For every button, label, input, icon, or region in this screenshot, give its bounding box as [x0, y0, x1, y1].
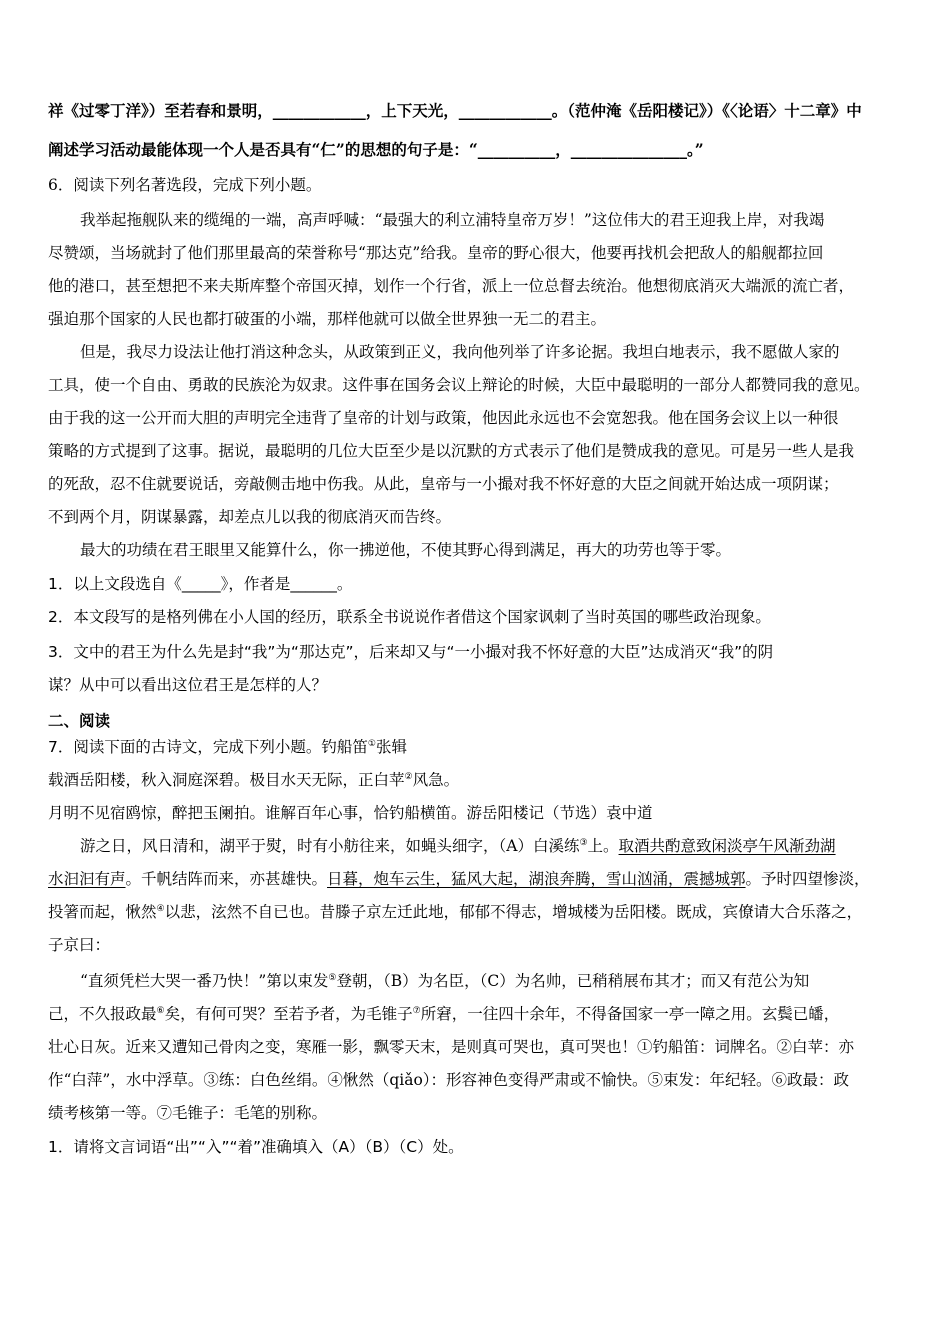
- prose-line: 子京曰：: [48, 936, 111, 954]
- prose-line: [80, 836, 940, 856]
- prose-text: 矣，有何可哭？至若予者，为毛锥子: [164, 1005, 413, 1023]
- poem-line-1: [48, 770, 908, 790]
- footnote-mark: ③: [579, 837, 588, 848]
- passage-line: 但是，我尽力设法让他打消这种念头，从政策到正义，我向他列举了许多论据。我坦白地表示，我不愿做人家的: [80, 343, 840, 361]
- fill-blank-line-2: 阐述学习活动最能体现一个人是否具有“仁”的思想的句子是：“__________，_______________。”: [48, 140, 704, 159]
- underlined-sentence: 日暮，炮车云生，猛风大起，湖浪奔腾，雪山汹涌，震撼城郭: [327, 870, 746, 888]
- footnote-mark: ②: [404, 771, 413, 782]
- poem-text: 载酒岳阳楼，秋入洞庭深碧。极目水天无际，正白苹: [48, 771, 405, 789]
- prose-line: [48, 869, 908, 889]
- poem-line-2: 月明不见宿鸥惊，醉把玉阑拍。谁解百年心事，恰钓船横笛。游岳阳楼记（节选）袁中道: [48, 804, 653, 822]
- passage-line: 策略的方式提到了这事。据说，最聪明的几位大臣至少是以沉默的方式表示了他们是赞成我的意见。可是另一些人是我: [48, 442, 855, 460]
- question-6-sub-1: 1．以上文段选自《_____》，作者是______。: [48, 575, 353, 593]
- passage-line: 由于我的这一公开而大胆的声明完全违背了皇帝的计划与政策，他因此永远也不会宽恕我。他在国务会议上以一种很: [48, 409, 839, 427]
- question-6-title: 6．阅读下列名著选段，完成下列小题。: [48, 176, 322, 194]
- passage-line: 不到两个月，阴谋暴露，却差点儿以我的彻底消灭而告终。: [48, 508, 452, 526]
- question-6-sub-3b: 谋？从中可以看出这位君王是怎样的人？: [48, 676, 328, 694]
- prose-text: 。千帆结阵而来，亦甚雄快。: [125, 870, 328, 888]
- passage-line: 的死敌，忍不住就要说话，旁敲侧击地中伤我。从此，皇帝与一小撮对我不怀好意的大臣之间就开始达成一项阴谋；: [48, 475, 839, 493]
- footnote-mark: ④: [156, 903, 165, 914]
- underlined-sentence: 水汩汩有声: [48, 870, 126, 888]
- underlined-sentence: 取酒共酌意致闲淡亭午风渐劲湖: [618, 837, 836, 855]
- q7-title-author: 张辑: [375, 738, 407, 756]
- prose-text: 登朝，（B）为名臣，（C）为名帅，已稍稍展布其才；而又有范公为知: [336, 972, 810, 990]
- fill-blank-line-1: 祥《过零丁洋》）至若春和景明，____________，上下天光，____________。（范仲淹《岳阳楼记》）《〈论语〉十二章》中: [48, 101, 862, 120]
- prose-line: [48, 902, 908, 922]
- passage-line: 我举起拖舰队来的缆绳的一端，高声呼喊：“最强大的利立浦特皇帝万岁！”这位伟大的君王迎我上岸，对我竭: [80, 211, 825, 229]
- passage-line: 强迫那个国家的人民也都打破蛋的小端，那样他就可以做全世界独一无二的君主。: [48, 310, 607, 328]
- q7-title-text: 7．阅读下面的古诗文，完成下列小题。钓船笛: [48, 738, 368, 756]
- prose-line: 绩考核第一等。⑦毛锥子：毛笔的别称。: [48, 1104, 328, 1122]
- prose-text: 游之日，风日清和，湖平于熨，时有小舫往来，如蝇头细字，（A）白溪练: [80, 837, 580, 855]
- prose-line: 壮心日灰。近来又遭知己骨肉之变，寒雁一影，飘零天末，是则真可哭也，真可哭也！①钓船笛：词牌名。②白苹：亦: [48, 1038, 855, 1056]
- question-7-sub-1: 1．请将文言词语“出”“入”“着”准确填入（A）（B）（C）处。: [48, 1138, 464, 1156]
- passage-line: 工具，使一个自由、勇敢的民族沦为奴隶。这件事在国务会议上辩论的时候，大臣中最聪明的一部分人都赞同我的意见。: [48, 376, 870, 394]
- section-title-reading: 二、阅读: [48, 712, 111, 730]
- passage-line: 他的港口，甚至想把不来夫斯库整个帝国灭掉，划作一个行省，派上一位总督去统治。他想彻底消灭大端派的流亡者，: [48, 277, 855, 295]
- poem-text: 风急。: [412, 771, 460, 789]
- prose-line: [48, 1004, 908, 1024]
- prose-text: 己，不久报政最: [48, 1005, 157, 1023]
- passage-line: 尽赞颂，当场就封了他们那里最高的荣誉称号“那达克”给我。皇帝的野心很大，他要再找机会把敌人的船舰都拉回: [48, 244, 824, 262]
- prose-text: 所窘，一往四十余年，不得备国家一亭一障之用。玄鬓已皤，: [420, 1005, 840, 1023]
- footnote-mark: ①: [367, 738, 376, 749]
- prose-line: 作“白萍”，水中浮草。③练：白色丝绢。④愀然（qiǎo）：形容神色变得严肃或不愉快。⑤束发：年纪轻。⑥政最：政: [48, 1071, 850, 1089]
- prose-line: [80, 971, 940, 991]
- prose-text: 。予时四望惨淡，: [745, 870, 870, 888]
- footnote-mark: ⑤: [328, 972, 337, 983]
- prose-text: 以悲，泫然不自已也。昔滕子京左迁此地，郁郁不得志，增城楼为岳阳楼。既成，宾僚请大合乐落之，: [164, 903, 863, 921]
- question-6-sub-2: 2．本文段写的是格列佛在小人国的经历，联系全书说说作者借这个国家讽刺了当时英国的哪些政治现象。: [48, 608, 771, 626]
- question-6-sub-3a: 3．文中的君王为什么先是封“我”为“那达克”，后来却又与“一小撮对我不怀好意的大臣”达成消灭“我”的阴: [48, 643, 774, 661]
- prose-text: 投箸而起，愀然: [48, 903, 157, 921]
- footnote-mark: ⑦: [412, 1005, 421, 1016]
- passage-line: 最大的功绩在君王眼里又能算什么，你一拂逆他，不使其野心得到满足，再大的功劳也等于零。: [80, 541, 732, 559]
- prose-text: “直须凭栏大哭一番乃快！”第以束发: [80, 972, 329, 990]
- prose-text: 上。: [587, 837, 619, 855]
- footnote-mark: ⑥: [156, 1005, 165, 1016]
- question-7-title: [48, 737, 908, 757]
